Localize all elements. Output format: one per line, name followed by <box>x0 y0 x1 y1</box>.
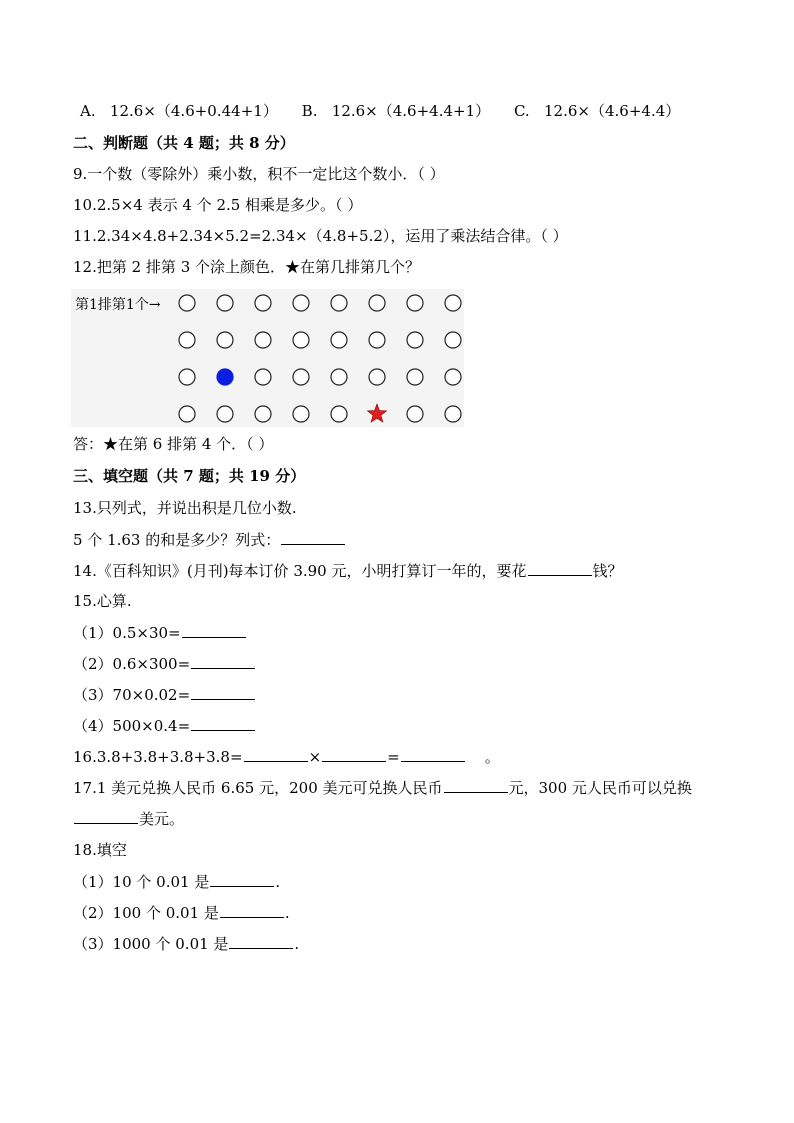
period: . <box>294 935 300 953</box>
option-a-text: 12.6×（4.6+0.44+1） <box>109 102 278 120</box>
seat-circle <box>293 332 309 348</box>
seat-grid-figure <box>71 289 464 427</box>
equals-sign: = <box>387 748 400 766</box>
question-15-item-1 <box>73 622 247 643</box>
option-b-text: 12.6×（4.6+4.4+1） <box>331 102 491 120</box>
question-18-item-2 <box>73 902 290 923</box>
seat-circle <box>293 369 309 385</box>
seat-circle <box>255 295 271 311</box>
question-15-item-2 <box>73 653 256 674</box>
seat-circle <box>331 369 347 385</box>
option-b-label: B. <box>301 102 318 120</box>
seat-circle <box>179 332 195 348</box>
question-18-title: 18.填空 <box>73 841 127 859</box>
answer-blank[interactable] <box>182 622 246 638</box>
option-c-label: C. <box>513 102 530 120</box>
seat-circle <box>217 295 233 311</box>
row-label: 第1排第1个→ <box>75 297 161 313</box>
question-16-text: 16.3.8+3.8+3.8+3.8= <box>73 748 243 766</box>
question-14-end: 钱？ <box>592 562 623 580</box>
seat-circle <box>331 406 347 422</box>
item-text: （3）1000 个 0.01 是 <box>73 935 229 953</box>
seat-grid <box>71 289 464 427</box>
question-15-item-4 <box>73 715 256 736</box>
answer-blank[interactable] <box>74 808 138 824</box>
seat-circle <box>445 332 461 348</box>
period: . <box>284 904 290 922</box>
period: . <box>275 873 281 891</box>
seat-circle <box>293 295 309 311</box>
seat-circle <box>217 406 233 422</box>
seat-circle <box>369 295 385 311</box>
item-text: （2）100 个 0.01 是 <box>73 904 219 922</box>
seat-circle <box>255 406 271 422</box>
answer-blank[interactable] <box>210 871 274 887</box>
item-text: （2）0.6×300= <box>73 655 191 673</box>
answer-blank[interactable] <box>220 902 284 918</box>
seat-circle <box>179 406 195 422</box>
seat-circle <box>293 406 309 422</box>
seat-circle <box>407 332 423 348</box>
q8-options <box>80 101 680 121</box>
question-15-item-3 <box>73 684 256 705</box>
answer-blank[interactable] <box>281 529 345 545</box>
seat-circle <box>179 369 195 385</box>
seat-circle <box>445 369 461 385</box>
seat-circle <box>255 332 271 348</box>
section2-title: 二、判断题（共 4 题；共 8 分） <box>73 134 295 152</box>
answer-blank[interactable] <box>444 777 508 793</box>
seat-circle <box>407 295 423 311</box>
seat-circle <box>369 369 385 385</box>
answer-blank[interactable] <box>401 746 465 762</box>
question-10: 10.2.5×4 表示 4 个 2.5 相乘是多少。（ ） <box>73 196 363 214</box>
question-17-text-c: 美元。 <box>139 810 185 828</box>
option-c-text: 12.6×（4.6+4.4） <box>544 102 681 120</box>
period: 。 <box>484 748 500 766</box>
question-17-line1 <box>73 777 692 798</box>
question-18-item-3 <box>73 933 299 954</box>
question-18-item-1 <box>73 871 280 892</box>
question-13-sub-text: 5 个 1.63 的和是多少？列式： <box>73 531 281 549</box>
seat-circle <box>445 295 461 311</box>
question-17-text-b: 元，300 元人民币可以兑换 <box>508 779 692 797</box>
answer-blank[interactable] <box>229 933 293 949</box>
question-17-text-a: 17.1 美元兑换人民币 6.65 元，200 美元可兑换人民币 <box>73 779 443 797</box>
item-text: （1）0.5×30= <box>73 624 181 642</box>
question-16 <box>73 746 500 767</box>
seat-circle <box>179 295 195 311</box>
option-a-label: A. <box>80 102 96 120</box>
section3-title: 三、填空题（共 7 题；共 19 分） <box>73 467 306 485</box>
question-14-text: 14.《百科知识》(月刊)每本订价 3.90 元，小明打算订一年的，要花 <box>73 562 527 580</box>
times-sign: × <box>308 748 322 766</box>
question-9: 9.一个数（零除外）乘小数，积不一定比这个数小．（ ） <box>73 165 445 183</box>
question-13-sub <box>73 529 346 550</box>
seat-circle <box>217 332 233 348</box>
seat-circle <box>369 332 385 348</box>
answer-blank[interactable] <box>528 560 592 576</box>
seat-circle <box>331 295 347 311</box>
star-icon <box>367 404 386 422</box>
seat-circle <box>407 406 423 422</box>
question-14 <box>73 560 623 581</box>
question-17-line2 <box>73 808 184 829</box>
seat-circle <box>331 332 347 348</box>
question-13: 13.只列式，并说出积是几位小数. <box>73 499 297 517</box>
seat-circle <box>407 369 423 385</box>
seat-circle <box>445 406 461 422</box>
question-11: 11.2.34×4.8+2.34×5.2=2.34×（4.8+5.2），运用了乘法结合律。（ ） <box>73 227 568 245</box>
answer-blank[interactable] <box>191 715 255 731</box>
answer-blank[interactable] <box>191 653 255 669</box>
item-text: （4）500×0.4= <box>73 717 191 735</box>
question-15-title: 15.心算. <box>73 592 132 610</box>
answer-blank[interactable] <box>322 746 386 762</box>
seat-circle <box>255 369 271 385</box>
question-12: 12.把第 2 排第 3 个涂上颜色．★在第几排第几个？ <box>73 258 421 276</box>
filled-seat-circle <box>217 369 233 385</box>
question-12-answer: 答：★在第 6 排第 4 个．（ ） <box>73 435 274 453</box>
answer-blank[interactable] <box>244 746 308 762</box>
item-text: （1）10 个 0.01 是 <box>73 873 210 891</box>
answer-blank[interactable] <box>191 684 255 700</box>
item-text: （3）70×0.02= <box>73 686 191 704</box>
